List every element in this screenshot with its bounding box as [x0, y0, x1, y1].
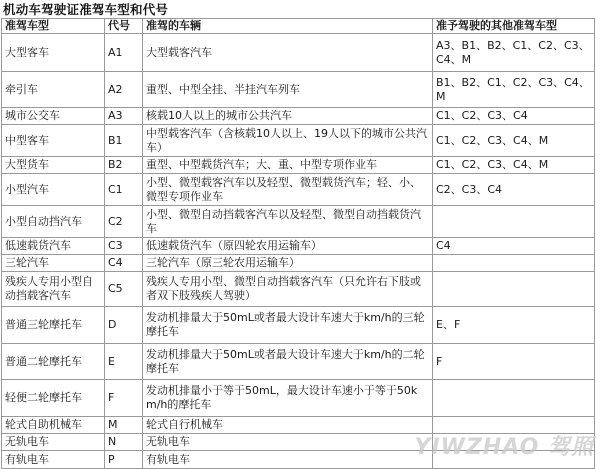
cell-vehicles: 中型载客汽车（含核载10人以上、19人以下的城市公共汽车）: [143, 125, 433, 157]
cell-other-classes: A3、B1、B2、C1、C2、C3、C4、M: [433, 34, 595, 72]
table-row: [2, 125, 595, 157]
cell-code: E: [105, 344, 143, 380]
table-row: [2, 255, 595, 272]
cell-code: A1: [105, 34, 143, 72]
cell-vehicles: 发动机排量大于50mL或者最大设计车速大于km/h的三轮摩托车: [143, 307, 433, 344]
cell-vehicles: 小型、微型载客汽车以及轻型、微型载货汽车；轻、小、微型专项作业车: [143, 174, 433, 206]
cell-other-classes: F: [433, 344, 595, 380]
cell-class: 城市公交车: [2, 108, 105, 125]
cell-vehicles: 发动机排量小于等于50mL，最大设计车速小于等于50km/h的摩托车: [143, 380, 433, 417]
cell-code: N: [105, 434, 143, 451]
cell-vehicles: 无轨电车: [143, 434, 433, 451]
cell-code: C5: [105, 272, 143, 307]
cell-other-classes: [433, 380, 595, 417]
cell-vehicles: 大型载客汽车: [143, 34, 433, 72]
header-class: 准驾车型: [2, 19, 105, 34]
cell-code: B2: [105, 157, 143, 174]
cell-class: 普通三轮摩托车: [2, 307, 105, 344]
header-other-classes: 准予驾驶的其他准驾车型: [433, 19, 595, 34]
cell-vehicles: 重型、中型全挂、半挂汽车列车: [143, 72, 433, 108]
cell-other-classes: C1、C2、C3、C4、M: [433, 125, 595, 157]
cell-other-classes: [433, 272, 595, 307]
cell-class: 有轨电车: [2, 451, 105, 469]
cell-class: 低速载货汽车: [2, 238, 105, 255]
cell-code: C4: [105, 255, 143, 272]
header-row: [2, 19, 595, 34]
cell-class: 残疾人专用小型自动挡载客汽车: [2, 272, 105, 307]
cell-other-classes: C2、C3、C4: [433, 174, 595, 206]
cell-code: C3: [105, 238, 143, 255]
cell-vehicles: 有轨电车: [143, 451, 433, 469]
cell-code: A2: [105, 72, 143, 108]
cell-code: D: [105, 307, 143, 344]
license-class-table: [1, 18, 595, 469]
cell-code: C1: [105, 174, 143, 206]
cell-other-classes: E、F: [433, 307, 595, 344]
cell-other-classes: B1、B2、C1、C2、C3、C4、M: [433, 72, 595, 108]
cell-class: 无轨电车: [2, 434, 105, 451]
cell-class: 小型自动挡汽车: [2, 206, 105, 238]
table-row: [2, 108, 595, 125]
cell-vehicles: 发动机排量大于50mL或者最大设计车速大于km/h的二轮摩托车: [143, 344, 433, 380]
cell-other-classes: [433, 206, 595, 238]
cell-vehicles: 核载10人以上的城市公共汽车: [143, 108, 433, 125]
cell-class: 牵引车: [2, 72, 105, 108]
header-code: 代号: [105, 19, 143, 34]
table-row: [2, 272, 595, 307]
table-row: [2, 72, 595, 108]
table-row: [2, 174, 595, 206]
cell-vehicles: 残疾人专用小型、微型自动挡载客汽车（只允许右下肢或者双下肢残疾人驾驶）: [143, 272, 433, 307]
table-row: [2, 307, 595, 344]
cell-code: B1: [105, 125, 143, 157]
table-row: [2, 34, 595, 72]
table-row: [2, 344, 595, 380]
cell-code: A3: [105, 108, 143, 125]
cell-class: 小型汽车: [2, 174, 105, 206]
table-row: [2, 380, 595, 417]
header-vehicles: 准驾的车辆: [143, 19, 433, 34]
cell-class: 普通二轮摩托车: [2, 344, 105, 380]
cell-code: M: [105, 417, 143, 434]
cell-class: 中型客车: [2, 125, 105, 157]
table-row: [2, 238, 595, 255]
cell-vehicles: 小型、微型自动挡载客汽车以及轻型、微型自动挡载货汽车: [143, 206, 433, 238]
cell-code: F: [105, 380, 143, 417]
cell-other-classes: [433, 255, 595, 272]
cell-class: 大型货车: [2, 157, 105, 174]
cell-code: P: [105, 451, 143, 469]
cell-other-classes: C1、C2、C3、C4: [433, 108, 595, 125]
table-row: [2, 157, 595, 174]
cell-vehicles: 低速载货汽车（原四轮农用运输车）: [143, 238, 433, 255]
cell-other-classes: C1、C2、C3、C4、M: [433, 157, 595, 174]
cell-vehicles: 重型、中型载货汽车；大、重、中型专项作业车: [143, 157, 433, 174]
watermark-logo: YIWZHAO 驾照: [414, 435, 594, 460]
cell-class: 大型客车: [2, 34, 105, 72]
cell-class: 轮式自助机械车: [2, 417, 105, 434]
table-title: 机动车驾驶证准驾车型和代号: [3, 2, 169, 17]
cell-class: 三轮汽车: [2, 255, 105, 272]
table-row: [2, 206, 595, 238]
cell-vehicles: 三轮汽车（原三轮农用运输车）: [143, 255, 433, 272]
cell-class: 轻便二轮摩托车: [2, 380, 105, 417]
cell-vehicles: 轮式自行机械车: [143, 417, 433, 434]
cell-code: C2: [105, 206, 143, 238]
cell-other-classes: C4: [433, 238, 595, 255]
